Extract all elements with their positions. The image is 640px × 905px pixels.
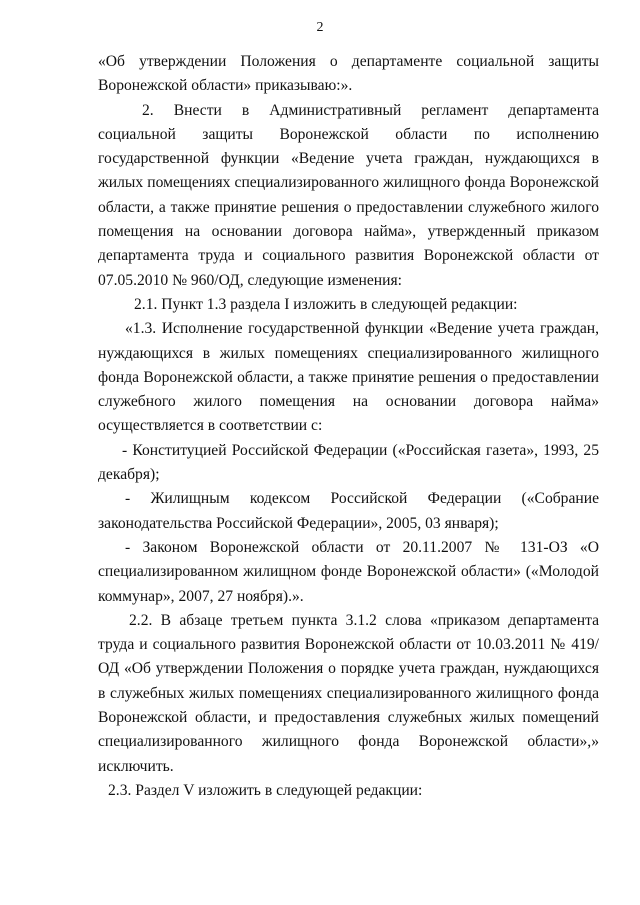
paragraph-item-2-1: 2.1. Пункт 1.3 раздела I изложить в следующей редакции:: [134, 295, 518, 313]
list-item-housing-code: - Жилищным кодексом Российской Федерации («Собрание законодательства Российской Федерации», 2005, 03 января);: [98, 490, 599, 532]
paragraph-clause-1-3: «1.3. Исполнение государственной функции «Ведение учета граждан, нуждающихся в жилых помещениях специализированного жилищного фонда Воронежской области, а также принятие решения о предоставлении служебного жилого помещения на основании договора найма» осуществляется в соответствии с:: [98, 320, 599, 435]
paragraph-order-title-continuation: «Об утверждении Положения о департаменте социальной защиты Воронежской области» приказываю:».: [98, 53, 599, 95]
paragraph-item-2-2: 2.2. В абзаце третьем пункта 3.1.2 слова «приказом департамента труда и социального развития Воронежской области от 10.03.2011 № 419/ОД «Об утверждении Положения о порядке учета граждан, нуждающихся в служебных жилых помещениях специализированного жилищного фонда Воронежской области, и предоставления служебных жилых помещений специализированного жилищного фонда Воронежской области»,» исключить.: [98, 611, 599, 775]
page-number: 2: [316, 20, 324, 35]
document-body: [98, 50, 599, 803]
paragraph-item-2-3: 2.3. Раздел V изложить в следующей редакции:: [108, 781, 423, 799]
paragraph-item-2: 2. Внести в Административный регламент департамента социальной защиты Воронежской области по исполнению государственной функции «Ведение учета граждан, нуждающихся в жилых помещениях специализированного жилищного фонда Воронежской области, а также принятие решения о предоставлении служебного жилого помещения на основании договора найма», утвержденный приказом департамента труда и социального развития Воронежской области от 07.05.2010 № 960/ОД, следующие изменения:: [98, 101, 599, 289]
list-item-regional-law: - Законом Воронежской области от 20.11.2007 № 131-ОЗ «О специализированном жилищном фонде Воронежской области» («Молодой коммунар», 2007, 27 ноября).».: [98, 538, 599, 605]
list-item-constitution: - Конституцией Российской Федерации («Российская газета», 1993, 25 декабря);: [98, 441, 599, 484]
